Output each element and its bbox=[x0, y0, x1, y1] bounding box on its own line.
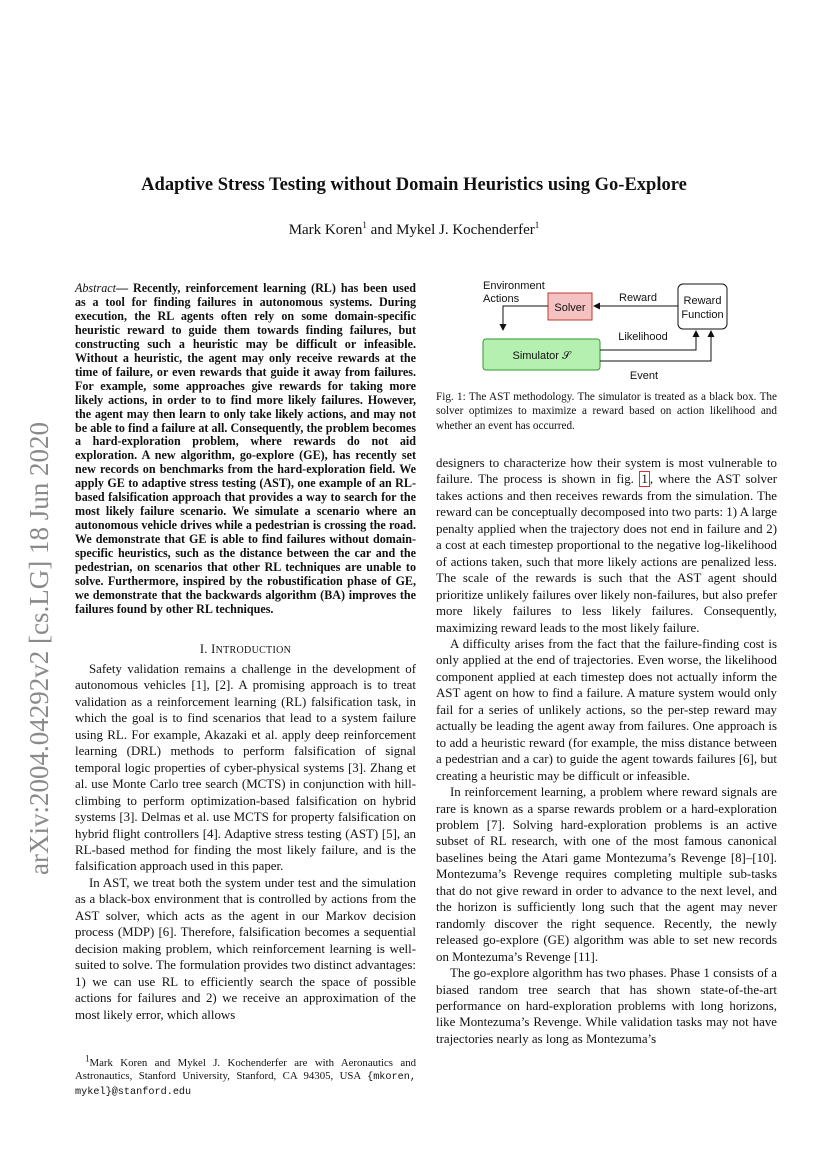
paragraph-text: , where the AST solver takes actions and then receives rewards from the simulation. The reward can be conceptually decomposed into two parts: 1) A large penalty applied when the trajectory does not end in failure and 2) a cost at each timestep proportional to the negative log-likelihood of actions taken, such that more likely actions are penalized less. The scale of the rewards is such that the AST agent should prioritize unlikely failures over likely non-failures, but also prefer more likely failures to less likely failures. Consequently, maximizing reward leads to the most likely failure. bbox=[436, 472, 778, 635]
abstract-text: Recently, reinforcement learning (RL) has been used as a tool for finding failures in autonomous systems. During execution, the RL agents often rely on some domain-specific heuristic reward to guide them towards finding failures, but constructing such a heuristic may be difficult or infeasible. Without a heuristic, the agent may only receive rewards at the time of failure, or even rewards that guide it away from failures. For example, some approaches give rewards for taking more likely actions, in order to to find more likely failures. However, the agent may then learn to only take likely actions, and may not be able to find a failure at all. Consequently, the problem becomes a hard-exploration problem, where rewards do not aid exploration. A new algorithm, go-explore (GE), has recently set new records on benchmarks from the hard-exploration field. We apply GE to adaptive stress testing (AST), one example of an RL-based falsification approach that provides a way to search for the most likely failure scenario. We simulate a scenario where an autonomous vehicle drives while a pedestrian is crossing the road. We demonstrate that GE is able to find failures without domain-specific heuristics, such as the distance between the car and the pedestrian, on scenarios that other RL techniques are unable to solve. Furthermore, inspired by the robustification phase of GE, we demonstrate that the backwards algorithm (BA) improves the failures found by other RL techniques. bbox=[75, 281, 416, 616]
section-title-rest: NTRODUCTION bbox=[215, 645, 292, 656]
footnote-text: Mark Koren and Mykel J. Kochenderfer are with Aeronautics and Astronautics, Stanford University, Stanford, CA 94305, USA bbox=[75, 1057, 416, 1082]
paragraph: A difficulty arises from the fact that the failure-finding cost is only applied at the end of trajectories. Even worse, the likelihood component applied at each timestep does not actually inform the AST agent on how to find a failure. A mature system would only fail for a series of unlikely actions, so the per-step reward may actually be leading the agent away from failures. One approach is to add a heuristic reward (for example, the miss distance between a pedestrian and a car) to guide the agent towards failures [6], but creating a heuristic may be difficult or infeasible. bbox=[436, 636, 777, 783]
paper-title: Adaptive Stress Testing without Domain Heuristics using Go-Explore bbox=[141, 175, 687, 195]
paragraph: The go-explore algorithm has two phases. Phase 1 consists of a biased random tree search that has shown state-of-the-art performance on hard-exploration problems with long horizons, like Montezuma’s Revenge. While validation tasks may not have trajectories nearly as long as Montezuma’s bbox=[436, 966, 777, 1046]
section-heading-introduction bbox=[75, 642, 416, 657]
section-title-initial: I bbox=[211, 642, 216, 656]
author-conjunction: and bbox=[366, 222, 397, 238]
likelihood-label: Likelihood bbox=[618, 331, 668, 343]
footnote bbox=[75, 1053, 416, 1099]
paragraph: In reinforcement learning, a problem where reward signals are rare is known as a sparse rewards problem or a hard-exploration problem [7]. Solving hard-exploration problems is an active subset of RL research, with one of the most famous canonical baselines being the Atari game Montezuma’s Revenge [8]–[10]. Montezuma’s Revenge requires completing multiple sub-tasks that do not give reward in order to advance to the next level, and the horizon is sufficiently long such that the agent may never randomly discover the right sequence. Recently, the newly released go-explore (GE) algorithm was able to set new records on Montezuma’s Revenge [11]. bbox=[436, 785, 777, 964]
paragraph: Safety validation remains a challenge in the development of autonomous vehicles [1], [2]. A promising approach is to treat validation as a reinforcement learning (RL) falsification task, in which the goal is to find scenarios that lead to a system failure using RL. For example, Akazaki et al. apply deep reinforcement learning (DRL) methods to perform falsification of signal temporal logic properties of cyber-physical systems [3]. Zhang et al. use Monte Carlo tree search (MCTS) in conjunction with hill-climbing to perform optimization-based falsification on hybrid systems [3]. Delmas et al. use MCTS for property falsification on hybrid flight controllers [4]. Adaptive stress testing (AST) [5], an RL-based method for finding the most likely failure, and is the falsification approach used in this paper. bbox=[75, 662, 416, 874]
paragraph-text: designers to characterize how their system is most vulnerable to failure. The process is shown in fig. bbox=[436, 456, 777, 487]
paragraph bbox=[436, 455, 777, 636]
arxiv-stamp-text: arXiv:2004.04292v2 [cs.LG] 18 Jun 2020 bbox=[24, 422, 54, 875]
footnote-mark: 1 bbox=[85, 1053, 90, 1064]
solver-label: Solver bbox=[554, 302, 586, 314]
paragraph: In AST, we treat both the system under test and the simulation as a black-box environment that is controlled by actions from the AST solver, which acts as the agent in our Markov decision process (MDP) [6]. Therefore, falsification becomes a sequential decision making problem, which reinforcement learning is well-suited to solve. The formulation provides two distinct advantages: 1) we can use RL to efficiently search the space of possible actions for failures and 2) we receive an approximation of the most likely error, which allows bbox=[75, 875, 416, 1022]
figure-caption: Fig. 1: The AST methodology. The simulator is treated as a black box. The solver optimizes to maximize a reward based on action likelihood and whether an event has occurred. bbox=[436, 391, 777, 432]
figure-reference-link[interactable]: 1 bbox=[641, 472, 648, 487]
reward-arrow-label: Reward bbox=[619, 292, 657, 304]
affiliation-mark: 1 bbox=[534, 220, 540, 230]
abstract-dash: — bbox=[115, 281, 134, 295]
author-line bbox=[60, 219, 768, 241]
arxiv-identifier-stamp bbox=[10, 360, 58, 880]
footnote-emails: {mkoren, mykel}@stanford.edu bbox=[75, 1071, 416, 1098]
ast-methodology-figure bbox=[478, 272, 748, 384]
abstract bbox=[75, 282, 416, 617]
section-numeral: I. bbox=[199, 642, 212, 656]
author-name: Mykel J. Kochenderfer bbox=[396, 222, 535, 238]
actions-arrow bbox=[503, 306, 548, 330]
reward-function-label: Reward bbox=[683, 295, 722, 307]
environment-label: Environment bbox=[483, 280, 545, 292]
right-column-body bbox=[436, 455, 777, 1047]
event-label: Event bbox=[629, 370, 659, 382]
left-column-body bbox=[75, 661, 416, 1023]
simulator-label: Simulator 𝒮 bbox=[512, 350, 571, 362]
affiliation-mark: 1 bbox=[362, 220, 367, 230]
abstract-label: Abstract bbox=[75, 281, 116, 295]
reward-function-label: Function bbox=[681, 309, 724, 321]
actions-label: Actions bbox=[483, 293, 520, 305]
author-name: Mark Koren bbox=[288, 222, 363, 238]
